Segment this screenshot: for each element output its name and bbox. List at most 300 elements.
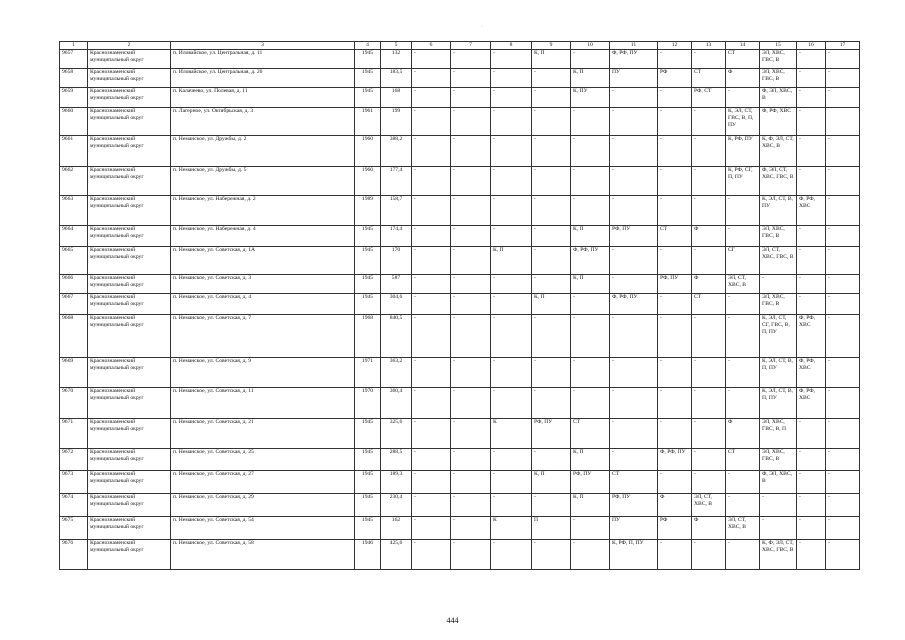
table-cell: - (692, 196, 726, 226)
table-cell: РФ (658, 517, 692, 540)
table-row (60, 247, 860, 275)
table-cell: 9665 (60, 247, 88, 275)
table-cell: - (692, 167, 726, 196)
table-cell: п. Неманское, ул. Советская, д. 25 (171, 449, 355, 471)
table-row (60, 358, 860, 388)
table-cell: - (571, 167, 610, 196)
table-cell: - (692, 247, 726, 275)
table-cell: Краснознаменский муниципальный округ (88, 108, 171, 136)
table-cell: Ф, ЭЛ, СТ, ХВС, ГВС, В (760, 167, 797, 196)
table-cell: - (797, 540, 826, 570)
table-cell: 9658 (60, 69, 88, 88)
table-cell: - (532, 69, 571, 88)
column-number: 4 (355, 42, 381, 50)
table-cell: - (412, 136, 451, 167)
table-cell: - (658, 136, 692, 167)
table-cell: Ф (692, 275, 726, 294)
table-cell: - (826, 449, 860, 471)
table-cell: - (412, 494, 451, 517)
table-cell: - (451, 108, 491, 136)
table-cell: 425,6 (381, 540, 412, 570)
table-cell: - (412, 294, 451, 315)
table-cell: 1945 (355, 275, 381, 294)
table-cell: - (451, 167, 491, 196)
table-cell: 1960 (355, 167, 381, 196)
table-cell: - (412, 471, 451, 494)
table-cell: К, П (571, 275, 610, 294)
table-cell: - (491, 108, 532, 136)
table-cell: - (412, 247, 451, 275)
column-number: 6 (412, 42, 451, 50)
table-cell: 9668 (60, 315, 88, 358)
table-cell: - (826, 494, 860, 517)
table-row (60, 69, 860, 88)
table-cell: - (826, 471, 860, 494)
column-number: 5 (381, 42, 412, 50)
table-cell: Ф, ЭЛ, ХВС, В (760, 88, 797, 108)
table-cell: - (797, 419, 826, 449)
table-cell: - (571, 294, 610, 315)
table-cell: - (826, 167, 860, 196)
table-cell: - (532, 196, 571, 226)
table-cell: 1946 (355, 540, 381, 570)
table-cell: - (412, 517, 451, 540)
column-number: 10 (571, 42, 610, 50)
table-row (60, 136, 860, 167)
table-cell: 1945 (355, 494, 381, 517)
table-cell: - (532, 358, 571, 388)
table-cell: - (658, 247, 692, 275)
table-cell: РФ, ПУ (571, 471, 610, 494)
table-cell: Краснознаменский муниципальный округ (88, 167, 171, 196)
table-cell: - (797, 136, 826, 167)
table-cell: - (491, 471, 532, 494)
table-row (60, 517, 860, 540)
table-cell: - (726, 494, 760, 517)
table-cell: - (760, 275, 797, 294)
table-cell: 9670 (60, 388, 88, 419)
table-cell: Краснознаменский муниципальный округ (88, 50, 171, 69)
table-cell: - (571, 108, 610, 136)
table-cell: - (826, 69, 860, 88)
table-cell: Краснознаменский муниципальный округ (88, 88, 171, 108)
table-cell: Краснознаменский муниципальный округ (88, 315, 171, 358)
table-cell: ЭЛ, ХВС, ГВС, В (760, 449, 797, 471)
table-cell: Краснознаменский муниципальный округ (88, 358, 171, 388)
table-cell: 1945 (355, 88, 381, 108)
table-cell: - (412, 167, 451, 196)
table-row (60, 50, 860, 69)
table-cell: - (451, 419, 491, 449)
table-cell: - (610, 388, 658, 419)
table-cell: - (760, 517, 797, 540)
table-cell: - (610, 247, 658, 275)
table-row (60, 294, 860, 315)
table-cell: п. Неманское, ул. Дружбы, д. 2 (171, 136, 355, 167)
table-cell: - (571, 196, 610, 226)
scan-speck: · (481, 24, 483, 30)
table-cell: п. Неманское, ул. Советская, д. 27 (171, 471, 355, 494)
table-cell: - (412, 540, 451, 570)
table-cell: 1961 (355, 108, 381, 136)
table-cell: 9667 (60, 294, 88, 315)
table-cell: Краснознаменский муниципальный округ (88, 275, 171, 294)
table-cell: Краснознаменский муниципальный округ (88, 517, 171, 540)
table-cell: - (658, 358, 692, 388)
table-cell: - (826, 275, 860, 294)
table-cell: - (451, 226, 491, 247)
table-cell: - (726, 196, 760, 226)
table-cell: 9676 (60, 540, 88, 570)
table-cell: п. Неманское, ул. Советская, д. 4 (171, 294, 355, 315)
table-cell: 177,4 (381, 167, 412, 196)
table-cell: 9663 (60, 196, 88, 226)
table-cell: - (692, 540, 726, 570)
table-cell: - (658, 196, 692, 226)
table-cell: - (491, 449, 532, 471)
table-cell: 1968 (355, 315, 381, 358)
table-row (60, 88, 860, 108)
table-cell: - (658, 388, 692, 419)
table-cell: СТ (726, 50, 760, 69)
table-cell: Ф (692, 517, 726, 540)
table-cell: РФ, ПУ (610, 226, 658, 247)
table-cell: - (491, 494, 532, 517)
table-cell: - (451, 315, 491, 358)
table-cell: п. Неманское, ул. Советская, д. 29 (171, 494, 355, 517)
table-cell: - (726, 226, 760, 247)
table-cell: - (692, 449, 726, 471)
table-cell: РФ (658, 69, 692, 88)
table-cell: - (826, 136, 860, 167)
table-cell: - (658, 471, 692, 494)
table-cell: 168 (381, 88, 412, 108)
table-cell: 9675 (60, 517, 88, 540)
table-cell: - (760, 494, 797, 517)
table-cell: К, П (532, 294, 571, 315)
table-cell: - (571, 358, 610, 388)
table-cell: 1971 (355, 358, 381, 388)
table-cell: - (826, 540, 860, 570)
table-row (60, 494, 860, 517)
table-cell: 9669 (60, 358, 88, 388)
table-cell: Ф, РФ, ПУ (571, 247, 610, 275)
table-cell: - (797, 471, 826, 494)
column-number: 3 (171, 42, 355, 50)
table-row (60, 388, 860, 419)
table-cell: - (826, 315, 860, 358)
table-cell: - (451, 494, 491, 517)
table-cell: - (571, 540, 610, 570)
table-cell: - (610, 88, 658, 108)
table-cell: Краснознаменский муниципальный округ (88, 247, 171, 275)
table-cell: Краснознаменский муниципальный округ (88, 419, 171, 449)
table-cell: - (726, 88, 760, 108)
column-number: 15 (760, 42, 797, 50)
table-cell: - (726, 358, 760, 388)
table-cell: - (610, 419, 658, 449)
table-cell: К, Ф, ЭЛ, СТ, ХВС, ГВС, В (760, 540, 797, 570)
table-cell: К, Ф, ЭЛ, СТ, ХВС, В (760, 136, 797, 167)
table-cell: 9661 (60, 136, 88, 167)
column-number: 14 (726, 42, 760, 50)
table-cell: 1945 (355, 419, 381, 449)
table-cell: - (726, 315, 760, 358)
column-number: 11 (610, 42, 658, 50)
table-cell: 9657 (60, 50, 88, 69)
table-cell: - (610, 449, 658, 471)
table-cell: - (658, 88, 692, 108)
table-row (60, 108, 860, 136)
table-cell: 1989 (355, 196, 381, 226)
table-cell: К, П (571, 449, 610, 471)
table-cell: - (658, 540, 692, 570)
table-cell: Ф (726, 419, 760, 449)
table-cell: - (491, 69, 532, 88)
table-cell: - (692, 136, 726, 167)
table-cell: п. Неманское, ул. Дружбы, д. 5 (171, 167, 355, 196)
table-row (60, 275, 860, 294)
table-cell: - (797, 167, 826, 196)
table-cell: ЭЛ, ХВС, ГВС, В (760, 69, 797, 88)
table-cell: 360,4 (381, 388, 412, 419)
table-cell: Краснознаменский муниципальный округ (88, 226, 171, 247)
column-number-row (60, 42, 860, 50)
table-cell: - (451, 517, 491, 540)
table-cell: Ф, РФ, ПУ (610, 294, 658, 315)
table-row (60, 196, 860, 226)
table-cell: К, ЭЛ, СТ, ГВС, В, П, ПУ (726, 108, 760, 136)
table-cell: 1945 (355, 226, 381, 247)
table-cell: - (797, 294, 826, 315)
table-cell: - (726, 294, 760, 315)
table-cell: 288,5 (381, 449, 412, 471)
table-cell: - (532, 315, 571, 358)
table-cell: К (491, 419, 532, 449)
table-cell: Ф (692, 226, 726, 247)
table-cell: К, ЭЛ, СТ, СГ, ГВС, В, П, ПУ (760, 315, 797, 358)
table-cell: - (451, 88, 491, 108)
table-cell: - (797, 88, 826, 108)
table-cell: Краснознаменский муниципальный округ (88, 69, 171, 88)
table-cell: - (797, 247, 826, 275)
table-cell: 840,5 (381, 315, 412, 358)
table-cell: - (571, 315, 610, 358)
table-cell: Краснознаменский муниципальный округ (88, 494, 171, 517)
table-cell: 174,4 (381, 226, 412, 247)
page-number: 444 (446, 616, 459, 625)
table-cell: - (826, 517, 860, 540)
table-cell: 9671 (60, 419, 88, 449)
table-cell: - (491, 315, 532, 358)
table-cell: - (826, 88, 860, 108)
table-cell: - (826, 419, 860, 449)
table-cell: СТ (571, 419, 610, 449)
housing-register-table (59, 41, 860, 570)
column-number: 12 (658, 42, 692, 50)
table-cell: п. Иловайское, ул. Центральная, д. 11 (171, 50, 355, 69)
table-cell: 587 (381, 275, 412, 294)
table-cell: - (412, 108, 451, 136)
table-cell: 9660 (60, 108, 88, 136)
table-cell: 162 (381, 517, 412, 540)
table-cell: ЭЛ, ХВС, ГВС, В (760, 226, 797, 247)
table-cell: 388,2 (381, 136, 412, 167)
table-cell: - (797, 108, 826, 136)
table-cell: К, ЭЛ, СТ, В, ПУ (760, 196, 797, 226)
table-cell: 1960 (355, 136, 381, 167)
table-cell: 9666 (60, 275, 88, 294)
table-cell: К, П (532, 471, 571, 494)
table-cell: 9659 (60, 88, 88, 108)
table-cell: - (412, 449, 451, 471)
table-cell: 1945 (355, 247, 381, 275)
table-cell: СГ (726, 247, 760, 275)
table-cell: ЭЛ, СТ, ХВС, ГВС, В (760, 247, 797, 275)
table-cell: Краснознаменский муниципальный округ (88, 294, 171, 315)
table-cell: - (412, 419, 451, 449)
table-cell: - (826, 294, 860, 315)
table-cell: п. Неманское, ул. Советская, д. 11 (171, 388, 355, 419)
table-cell: Ф (658, 494, 692, 517)
table-cell: - (726, 388, 760, 419)
table-cell: - (797, 275, 826, 294)
table-cell: - (532, 449, 571, 471)
table-cell: ЭЛ, ХВС, ГВС, В (760, 294, 797, 315)
table-cell: РФ, ПУ (658, 275, 692, 294)
table-cell: - (412, 388, 451, 419)
table-cell: - (692, 471, 726, 494)
table-cell: - (451, 275, 491, 294)
table-cell: - (412, 358, 451, 388)
table-cell: п. Неманское, ул. Советская, д. 21 (171, 419, 355, 449)
table-cell: ЭЛ, ХВС, ГВС, В, П (760, 419, 797, 449)
table-cell: - (571, 136, 610, 167)
table-cell: п. Неманское, ул. Советская, д. 1А (171, 247, 355, 275)
table-cell: - (532, 136, 571, 167)
table-cell: Ф, ЭЛ, ХВС, В (760, 471, 797, 494)
table-cell: 230,4 (381, 494, 412, 517)
table-cell: 1970 (355, 388, 381, 419)
table-cell: - (726, 540, 760, 570)
table-cell: - (451, 449, 491, 471)
table-cell: - (692, 388, 726, 419)
table-cell: РФ, СТ (692, 88, 726, 108)
table-cell: К, П (491, 247, 532, 275)
table-cell: - (532, 540, 571, 570)
table-cell: ПУ (610, 517, 658, 540)
table-cell: К, ЭЛ, СТ, В, П, ПУ (760, 358, 797, 388)
table-cell: - (692, 358, 726, 388)
table-cell: - (532, 247, 571, 275)
table-cell: - (412, 275, 451, 294)
table-cell: - (491, 167, 532, 196)
table-cell: - (797, 494, 826, 517)
table-cell: 9662 (60, 167, 88, 196)
table-cell: - (491, 388, 532, 419)
table-cell: 9674 (60, 494, 88, 517)
table-cell: - (658, 294, 692, 315)
table-cell: - (532, 494, 571, 517)
table-cell: Ф, РФ, ХВС (797, 196, 826, 226)
table-cell: ЭЛ, ХВС, ГВС, В (760, 50, 797, 69)
table-cell: - (692, 315, 726, 358)
table-cell: - (658, 419, 692, 449)
table-cell: СТ (658, 226, 692, 247)
table-row (60, 226, 860, 247)
table-cell: 304,6 (381, 294, 412, 315)
table-cell: - (451, 471, 491, 494)
table-cell: Краснознаменский муниципальный округ (88, 540, 171, 570)
column-number: 17 (826, 42, 860, 50)
table-cell: 183,5 (381, 69, 412, 88)
column-number: 2 (88, 42, 171, 50)
table-cell: 9664 (60, 226, 88, 247)
table-cell: - (826, 247, 860, 275)
table-cell: Ф, РФ, ПУ (658, 449, 692, 471)
column-number: 13 (692, 42, 726, 50)
table-cell: - (692, 108, 726, 136)
table-cell: - (491, 294, 532, 315)
column-number: 8 (491, 42, 532, 50)
table-cell: - (797, 50, 826, 69)
table-cell: п. Калачеево, ул. Полевая, д. 11 (171, 88, 355, 108)
table-cell: ЭЛ, СТ, ХВС, В (692, 494, 726, 517)
table-cell: - (610, 108, 658, 136)
table-cell: - (491, 50, 532, 69)
table-cell: - (571, 388, 610, 419)
table-cell: 1945 (355, 50, 381, 69)
table-cell: РФ, ПУ (610, 494, 658, 517)
table-cell: 1945 (355, 449, 381, 471)
table-cell (826, 108, 860, 136)
table-cell: К, ПУ (571, 88, 610, 108)
table-cell: Ф, РФ, ХВС (760, 108, 797, 136)
table-cell: - (491, 358, 532, 388)
table-cell: 132 (381, 50, 412, 69)
table-cell: СТ (692, 69, 726, 88)
table-cell: 158,7 (381, 196, 412, 226)
table-cell: СТ (692, 294, 726, 315)
table-cell: - (412, 226, 451, 247)
table-cell: - (658, 108, 692, 136)
table-cell: - (826, 358, 860, 388)
table-cell: - (692, 50, 726, 69)
table-cell: - (412, 88, 451, 108)
table-cell: - (532, 388, 571, 419)
table-cell: К, П (571, 69, 610, 88)
table-cell: - (412, 315, 451, 358)
table-cell: К, РФ, ПУ (726, 136, 760, 167)
table-cell: - (610, 167, 658, 196)
table-cell: - (491, 136, 532, 167)
table-cell: К, П (571, 494, 610, 517)
table-cell: - (797, 226, 826, 247)
table-cell: 1945 (355, 294, 381, 315)
table-cell: - (451, 388, 491, 419)
table-cell: п. Иловайское, ул. Центральная, д. 20 (171, 69, 355, 88)
table-cell: п. Неманское, ул. Советская, д. 3 (171, 275, 355, 294)
table-row (60, 419, 860, 449)
table-cell: СТ (610, 471, 658, 494)
column-number: 1 (60, 42, 88, 50)
table-cell: - (451, 69, 491, 88)
table-cell: 1945 (355, 517, 381, 540)
table-cell: 363,2 (381, 358, 412, 388)
table-cell: Ф (726, 69, 760, 88)
table-cell: РФ, ПУ (532, 419, 571, 449)
table-cell: - (451, 50, 491, 69)
